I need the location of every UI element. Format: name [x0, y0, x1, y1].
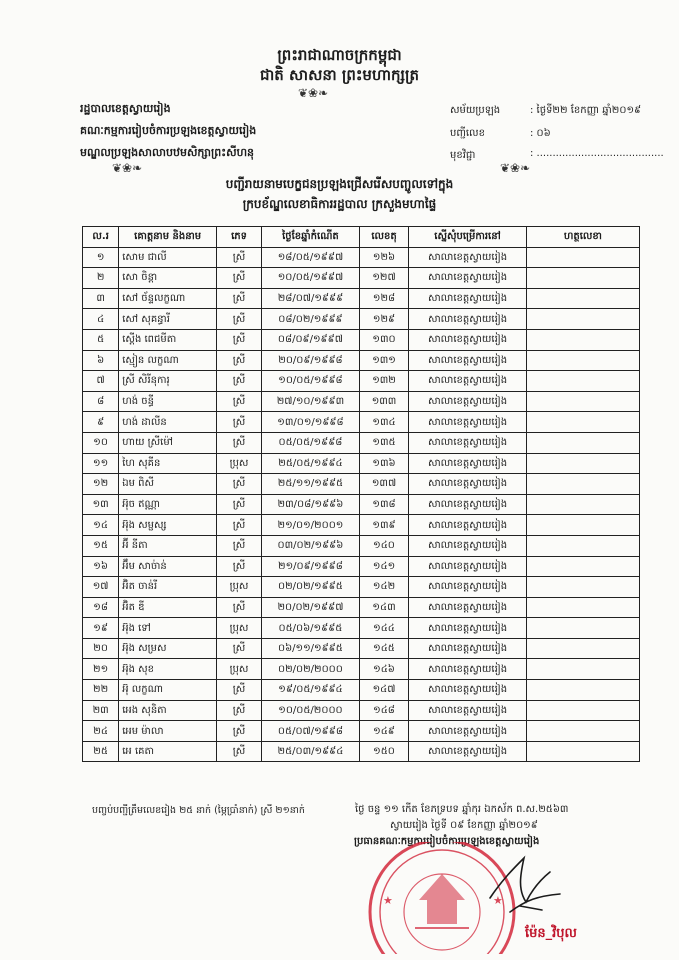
row-number: ៧: [83, 371, 119, 392]
candidate-dob: ២១/០៩/១៩៩៨: [262, 556, 360, 577]
candidate-dob: ០២/០២/១៩៩៥: [262, 577, 360, 598]
candidate-dob: ២៨/០៧/១៩៩៩: [262, 288, 360, 309]
candidate-dob: ២១/០១/២០០១: [262, 515, 360, 536]
table-row: [83, 721, 640, 742]
candidate-sex: ស្រី: [217, 680, 262, 701]
table-row: [83, 329, 640, 350]
org-line-committee: គណៈកម្មការរៀបចំការប្រឡងខេត្តស្វាយរៀង: [80, 124, 257, 137]
solar-date: ស្វាយរៀង ថ្ងៃទី ០៩ ខែកញ្ញា ឆ្នាំ២០១៩: [390, 820, 538, 831]
kingdom-heading: ព្រះរាជាណាចក្រកម្ពុជា: [277, 46, 402, 64]
row-number: ៦: [83, 350, 119, 371]
row-number: ៩: [83, 412, 119, 433]
requested-post: សាលាខេត្តស្វាយរៀង: [409, 350, 527, 371]
table-row: [83, 577, 640, 598]
subject-label: មុខវិជ្ជា: [450, 150, 476, 161]
requested-post: សាលាខេត្តស្វាយរៀង: [409, 453, 527, 474]
seat-number: ១៣៩: [359, 515, 408, 536]
candidate-name: ស្រី សិរីនុការុ: [119, 371, 217, 392]
signature-cell: [526, 638, 639, 659]
requested-post: សាលាខេត្តស្វាយរៀង: [409, 577, 527, 598]
signature-cell: [526, 618, 639, 639]
requested-post: សាលាខេត្តស្វាយរៀង: [409, 680, 527, 701]
table-row: [83, 474, 640, 495]
seat-number: ១៤៦: [359, 659, 408, 680]
candidate-sex: ប្រុស: [217, 577, 262, 598]
candidate-name: អ៊ុង ទៅ: [119, 618, 217, 639]
row-number: ១៦: [83, 556, 119, 577]
row-number: ២២: [83, 680, 119, 701]
candidate-dob: ១៩/០៥/១៩៩៤: [262, 680, 360, 701]
seat-number: ១៣៧: [359, 474, 408, 495]
signature-cell: [526, 391, 639, 412]
candidate-sex: ស្រី: [217, 412, 262, 433]
seat-number: ១៤០: [359, 535, 408, 556]
candidate-dob: ០៦/១១/១៩៩៥: [262, 638, 360, 659]
candidate-name: ហៃ សុគីន: [119, 453, 217, 474]
candidate-dob: ០៥/០៥/១៩៩៨: [262, 432, 360, 453]
table-row: [83, 494, 640, 515]
table-row: [83, 659, 640, 680]
table-body: [83, 247, 640, 762]
candidate-sex: ស្រី: [217, 329, 262, 350]
candidate-name: សៅ ច័ន្ទលក្ខណា: [119, 288, 217, 309]
col-header-signature: ហត្ថលេខា: [526, 227, 639, 248]
candidate-dob: ០៥/០៧/១៩៩៨: [262, 721, 360, 742]
signature-cell: [526, 721, 639, 742]
row-number: ៨: [83, 391, 119, 412]
exam-session-label: សម័យប្រឡង: [450, 105, 501, 116]
row-number: ១៤: [83, 515, 119, 536]
candidate-name: អ៊ុច ឥណ្ណា: [119, 494, 217, 515]
candidate-sex: ស្រី: [217, 700, 262, 721]
candidate-sex: ស្រី: [217, 288, 262, 309]
seat-number: ១៤៩: [359, 721, 408, 742]
requested-post: សាលាខេត្តស្វាយរៀង: [409, 597, 527, 618]
signature-cell: [526, 515, 639, 536]
requested-post: សាលាខេត្តស្វាយរៀង: [409, 515, 527, 536]
candidate-table: [82, 226, 640, 762]
candidate-name: ស្មៀន លក្ខណា: [119, 350, 217, 371]
requested-post: សាលាខេត្តស្វាយរៀង: [409, 659, 527, 680]
candidate-dob: ២០/០៩/១៩៩៨: [262, 350, 360, 371]
signature-cell: [526, 453, 639, 474]
signature-cell: [526, 268, 639, 289]
row-number: ១៩: [83, 618, 119, 639]
seat-number: ១២៨: [359, 288, 408, 309]
table-row: [83, 432, 640, 453]
seat-number: ១៤១: [359, 556, 408, 577]
table-row: [83, 288, 640, 309]
svg-text:★: ★: [383, 894, 393, 907]
candidate-sex: ស្រី: [217, 247, 262, 268]
signature-cell: [526, 597, 639, 618]
org-line-province: រដ្ឋបាលខេត្តស្វាយរៀង: [80, 102, 171, 115]
requested-post: សាលាខេត្តស្វាយរៀង: [409, 638, 527, 659]
table-row: [83, 247, 640, 268]
candidate-sex: ស្រី: [217, 432, 262, 453]
requested-post: សាលាខេត្តស្វាយរៀង: [409, 371, 527, 392]
requested-post: សាលាខេត្តស្វាយរៀង: [409, 412, 527, 433]
candidate-name: អ៊ឹម សាច់ាន់: [119, 556, 217, 577]
candidate-name: អ៊ុង សម្ផស្ស: [119, 515, 217, 536]
signature-cell: [526, 680, 639, 701]
signature-cell: [526, 412, 639, 433]
candidate-dob: ២៥/០៣/១៩៩៤: [262, 741, 360, 762]
candidate-dob: ២០/០២/១៩៩៧: [262, 597, 360, 618]
candidate-sex: ស្រី: [217, 556, 262, 577]
signature-cell: [526, 371, 639, 392]
col-header-dob: ថ្ងៃខែឆ្នាំកំណើត: [262, 227, 360, 248]
table-row: [83, 618, 640, 639]
candidate-sex: ស្រី: [217, 638, 262, 659]
candidate-sex: ស្រី: [217, 474, 262, 495]
row-number: ១៨: [83, 597, 119, 618]
requested-post: សាលាខេត្តស្វាយរៀង: [409, 474, 527, 495]
candidate-dob: ២៥/១១/១៩៩៥: [262, 474, 360, 495]
table-row: [83, 597, 640, 618]
candidate-sex: ស្រី: [217, 371, 262, 392]
candidate-dob: ០៨/០២/១៩៩៩: [262, 309, 360, 330]
handwritten-signature: [480, 850, 570, 920]
signature-cell: [526, 741, 639, 762]
seat-number: ១៣៦: [359, 453, 408, 474]
seat-number: ១៤៤: [359, 618, 408, 639]
exam-session-row: [450, 103, 642, 118]
table-row: [83, 741, 640, 762]
col-header-sex: ភេទ: [217, 227, 262, 248]
candidate-dob: ០២/០២/២០០០: [262, 659, 360, 680]
candidate-name: ហាយ ស្រីម៉ៅ: [119, 432, 217, 453]
candidate-dob: ១៣/០១/១៩៩៨: [262, 412, 360, 433]
candidate-dob: ០៨/០៩/១៩៩៧: [262, 329, 360, 350]
candidate-sex: ស្រី: [217, 535, 262, 556]
closing-note: បញ្ចប់បញ្ជីត្រឹមលេខរៀង ២៥ នាក់ (ម្ភៃប្រាំនាក់) ស្រី ២១នាក់: [92, 805, 305, 816]
seat-number: ១៤៧: [359, 680, 408, 701]
candidate-sex: ស្រី: [217, 268, 262, 289]
candidate-dob: ១០/០៥/១៩៩៨: [262, 371, 360, 392]
seat-number: ១២៧: [359, 268, 408, 289]
list-subtitle: ក្របខ័ណ្ឌលេខាធិការរដ្ឋបាល ក្រសួងមហាផ្ទៃ: [242, 197, 437, 211]
row-number: ១០: [83, 432, 119, 453]
list-number-label: បញ្ជីលេខ: [450, 128, 485, 139]
table-row: [83, 412, 640, 433]
seat-number: ១៣៨: [359, 494, 408, 515]
seat-number: ១៣១: [359, 350, 408, 371]
row-number: ២: [83, 268, 119, 289]
candidate-name: អ៊ិត ចាន់រី: [119, 577, 217, 598]
signature-cell: [526, 659, 639, 680]
seat-number: ១៣៤: [359, 412, 408, 433]
subject-row: [450, 148, 664, 163]
signature-cell: [526, 494, 639, 515]
candidate-name: សោម ជាលី: [119, 247, 217, 268]
requested-post: សាលាខេត្តស្វាយរៀង: [409, 700, 527, 721]
subject-value: : ........................................: [530, 148, 664, 159]
candidate-sex: ស្រី: [217, 597, 262, 618]
seat-number: ១៤៣: [359, 597, 408, 618]
table-row: [83, 638, 640, 659]
requested-post: សាលាខេត្តស្វាយរៀង: [409, 741, 527, 762]
candidate-sex: ប្រុស: [217, 618, 262, 639]
row-number: ១: [83, 247, 119, 268]
table-row: [83, 309, 640, 330]
seat-number: ១២៦: [359, 247, 408, 268]
row-number: ២៤: [83, 721, 119, 742]
requested-post: សាលាខេត្តស្វាយរៀង: [409, 556, 527, 577]
candidate-name: អេ គេតា: [119, 741, 217, 762]
list-title: បញ្ជីរាយនាមបេក្ខជនប្រឡងជ្រើសរើសបញ្ចូលទៅក្នុង: [225, 177, 454, 191]
signature-cell: [526, 350, 639, 371]
candidate-name: អេម ម៉ាលា: [119, 721, 217, 742]
signature-cell: [526, 474, 639, 495]
table-header-row: [83, 227, 640, 248]
candidate-sex: ស្រី: [217, 309, 262, 330]
requested-post: សាលាខេត្តស្វាយរៀង: [409, 494, 527, 515]
candidate-sex: ស្រី: [217, 515, 262, 536]
requested-post: សាលាខេត្តស្វាយរៀង: [409, 268, 527, 289]
table-row: [83, 515, 640, 536]
table-row: [83, 556, 640, 577]
candidate-name: សៅ សុគន្ធារី: [119, 309, 217, 330]
table-row: [83, 391, 640, 412]
row-number: ២០: [83, 638, 119, 659]
ornament-right: ❦❀❧: [500, 161, 531, 175]
row-number: ៣: [83, 288, 119, 309]
candidate-dob: ២៧/១០/១៩៩៣: [262, 391, 360, 412]
col-header-no: ល.រ: [83, 227, 119, 248]
signature-cell: [526, 556, 639, 577]
row-number: ៥: [83, 329, 119, 350]
candidate-sex: ស្រី: [217, 721, 262, 742]
seat-number: ១៣២: [359, 371, 408, 392]
exam-session-value: : ថ្ងៃទី២២ ខែកញ្ញា ឆ្នាំ២០១៩: [530, 105, 642, 116]
candidate-name: អ៊ិត ឌី: [119, 597, 217, 618]
national-motto: ជាតិ សាសនា ព្រះមហាក្សត្រ: [260, 66, 419, 84]
table-row: [83, 535, 640, 556]
signature-cell: [526, 309, 639, 330]
list-number-row: [450, 126, 551, 141]
requested-post: សាលាខេត្តស្វាយរៀង: [409, 247, 527, 268]
requested-post: សាលាខេត្តស្វាយរៀង: [409, 329, 527, 350]
candidate-sex: ស្រី: [217, 391, 262, 412]
candidate-name: សោ ចិន្តា: [119, 268, 217, 289]
ornament-left: ❦❀❧: [112, 161, 143, 175]
seat-number: ១៤២: [359, 577, 408, 598]
seat-number: ១៤៥: [359, 638, 408, 659]
table-row: [83, 700, 640, 721]
candidate-dob: ០៣/០២/១៩៩៦: [262, 535, 360, 556]
requested-post: សាលាខេត្តស្វាយរៀង: [409, 288, 527, 309]
col-header-seat: លេខតុ: [359, 227, 408, 248]
requested-post: សាលាខេត្តស្វាយរៀង: [409, 535, 527, 556]
seat-number: ១៣៣: [359, 391, 408, 412]
requested-post: សាលាខេត្តស្វាយរៀង: [409, 391, 527, 412]
candidate-dob: ២៣/០៨/១៩៩៦: [262, 494, 360, 515]
candidate-dob: ២៥/០៥/១៩៩៤: [262, 453, 360, 474]
svg-text:★: ★: [493, 894, 503, 907]
candidate-sex: ប្រុស: [217, 453, 262, 474]
requested-post: សាលាខេត្តស្វាយរៀង: [409, 618, 527, 639]
candidate-sex: ស្រី: [217, 741, 262, 762]
candidate-name: អ៊ុង សម្រស: [119, 638, 217, 659]
signature-cell: [526, 700, 639, 721]
col-header-school: ស្នើសុំបម្រើការនៅ: [409, 227, 527, 248]
seat-number: ១៥០: [359, 741, 408, 762]
requested-post: សាលាខេត្តស្វាយរៀង: [409, 309, 527, 330]
row-number: ២១: [83, 659, 119, 680]
signer-name: ម៉ែន_វិបុល: [525, 926, 577, 941]
row-number: ១២: [83, 474, 119, 495]
row-number: ១១: [83, 453, 119, 474]
row-number: ២៣: [83, 700, 119, 721]
candidate-name: ឯម ពិសី: [119, 474, 217, 495]
candidate-dob: ១០/០៥/២០០០: [262, 700, 360, 721]
signature-cell: [526, 247, 639, 268]
candidate-sex: ប្រុស: [217, 659, 262, 680]
candidate-name: អ៊ុ លក្ខណា: [119, 680, 217, 701]
candidate-name: ហង់ ដាលីន: [119, 412, 217, 433]
seat-number: ១២៩: [359, 309, 408, 330]
candidate-dob: ០៥/០៦/១៩៩៥: [262, 618, 360, 639]
candidate-sex: ស្រី: [217, 350, 262, 371]
signature-cell: [526, 535, 639, 556]
table-row: [83, 350, 640, 371]
signature-cell: [526, 577, 639, 598]
chief-title: ប្រធានគណៈកម្មការរៀបចំការប្រឡងខេត្តស្វាយរៀង: [354, 836, 540, 847]
candidate-name: ស្តើង ពេជមីតា: [119, 329, 217, 350]
candidate-name: អ៊ី នីតា: [119, 535, 217, 556]
seat-number: ១៣៥: [359, 432, 408, 453]
row-number: ១៥: [83, 535, 119, 556]
candidate-sex: ស្រី: [217, 494, 262, 515]
org-line-exam-center: មណ្ឌលប្រឡងសាលាបឋមសិក្សាព្រះសីហនុ: [80, 146, 255, 159]
signature-cell: [526, 329, 639, 350]
table-row: [83, 453, 640, 474]
signature-cell: [526, 288, 639, 309]
row-number: ៤: [83, 309, 119, 330]
table-row: [83, 680, 640, 701]
row-number: ១៣: [83, 494, 119, 515]
requested-post: សាលាខេត្តស្វាយរៀង: [409, 432, 527, 453]
requested-post: សាលាខេត្តស្វាយរៀង: [409, 721, 527, 742]
candidate-dob: ១៨/០៥/១៩៩៧: [262, 247, 360, 268]
candidate-name: អេង សុនិតា: [119, 700, 217, 721]
seat-number: ១៣០: [359, 329, 408, 350]
seat-number: ១៤៨: [359, 700, 408, 721]
table-row: [83, 371, 640, 392]
list-number-value: : ០៦: [530, 128, 551, 139]
ornament-divider: ❦❀❧: [298, 86, 329, 100]
row-number: ២៥: [83, 741, 119, 762]
candidate-name: អ៊ុង សុខ: [119, 659, 217, 680]
row-number: ១៧: [83, 577, 119, 598]
lunar-date: ថ្ងៃ ចន្ទ ១១ កើត ខែភទ្របទ ឆ្នាំកុរ ឯកស័ក ព.ស.២៥៦៣: [355, 804, 569, 815]
candidate-dob: ១០/០៥/១៩៩៧: [262, 268, 360, 289]
col-header-name: គោត្តនាម និងនាម: [119, 227, 217, 248]
candidate-name: ហង់ ចន្ធី: [119, 391, 217, 412]
table-row: [83, 268, 640, 289]
signature-cell: [526, 432, 639, 453]
